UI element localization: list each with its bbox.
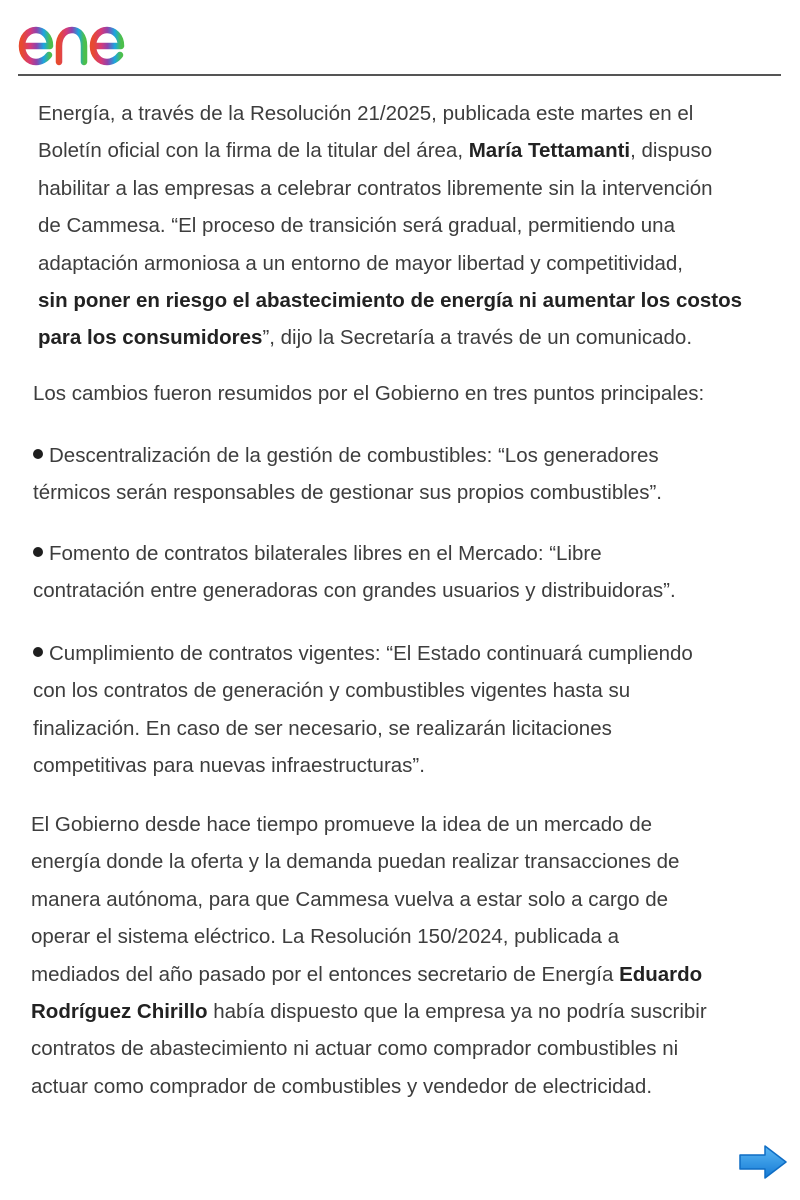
next-page-button[interactable] bbox=[737, 1144, 789, 1180]
text-line bbox=[33, 535, 676, 572]
text-line: actuar como comprador de combustibles y vendedor de electricidad. bbox=[31, 1074, 653, 1098]
bold-quote-segment: para los consumidores bbox=[38, 326, 263, 350]
text-line bbox=[38, 319, 742, 356]
text-line: competitivas para nuevas infraestructuras”. bbox=[33, 754, 425, 778]
bold-name: Rodríguez Chirillo bbox=[31, 1000, 208, 1024]
text-line: térmicos serán responsables de gestionar sus propios combustibles”. bbox=[33, 481, 662, 505]
bullet-icon bbox=[33, 647, 43, 657]
text-line: contratación entre generadoras con grandes usuarios y distribuidoras”. bbox=[33, 579, 676, 603]
bullet-item bbox=[33, 437, 662, 512]
text-line bbox=[31, 993, 707, 1030]
bullet-item bbox=[33, 535, 676, 610]
header bbox=[18, 0, 781, 76]
bullet-item bbox=[33, 635, 693, 785]
text-line: contratos de abastecimiento ni actuar como comprador combustibles ni bbox=[31, 1037, 679, 1061]
text-line bbox=[33, 635, 693, 672]
text-line bbox=[31, 956, 707, 993]
text-line: Energía, a través de la Resolución 21/2025, publicada este martes en el bbox=[38, 102, 694, 125]
text-line bbox=[38, 132, 742, 169]
text-line: finalización. En caso de ser necesario, se realizarán licitaciones bbox=[33, 716, 612, 740]
text-line: habilitar a las empresas a celebrar contratos libremente sin la intervención bbox=[38, 176, 713, 200]
text-line: de Cammesa. “El proceso de transición será gradual, permitiendo una bbox=[38, 214, 675, 238]
text-segment: Boletín oficial con la firma de la titular del área, bbox=[38, 139, 469, 163]
enel-logo[interactable] bbox=[18, 6, 172, 68]
bold-quote-line: sin poner en riesgo el abastecimiento de energía ni aumentar los costos bbox=[38, 289, 743, 313]
bold-name: María Tettamanti bbox=[468, 139, 631, 163]
text-segment: había dispuesto que la empresa ya no podría suscribir bbox=[207, 1000, 707, 1024]
text-segment: Cumplimiento de contratos vigentes: “El Estado continuará cumpliendo bbox=[49, 642, 693, 665]
text-line bbox=[33, 437, 662, 474]
text-line: con los contratos de generación y combustibles vigentes hasta su bbox=[33, 679, 631, 703]
paragraph-intro bbox=[38, 95, 742, 357]
bold-name: Eduardo bbox=[619, 962, 703, 986]
text-line: El Gobierno desde hace tiempo promueve la idea de un mercado de bbox=[31, 813, 653, 836]
text-segment: Descentralización de la gestión de combustibles: “Los generadores bbox=[49, 444, 659, 467]
paragraph-context bbox=[31, 806, 707, 1105]
right-arrow-icon bbox=[737, 1144, 789, 1180]
text-segment: , dispuso bbox=[630, 139, 713, 163]
text-line: energía donde la oferta y la demanda puedan realizar transacciones de bbox=[31, 850, 680, 874]
text-segment: mediados del año pasado por el entonces secretario de Energía bbox=[31, 962, 620, 986]
paragraph-summary: Los cambios fueron resumidos por el Gobierno en tres puntos principales: bbox=[33, 382, 705, 405]
text-line: manera autónoma, para que Cammesa vuelva a estar solo a cargo de bbox=[31, 887, 669, 911]
text-line: operar el sistema eléctrico. La Resolución 150/2024, publicada a bbox=[31, 925, 620, 949]
text-line: adaptación armoniosa a un entorno de mayor libertad y competitividad, bbox=[38, 251, 683, 275]
bullet-icon bbox=[33, 547, 43, 557]
text-segment: Fomento de contratos bilaterales libres en el Mercado: “Libre bbox=[49, 542, 602, 565]
bullet-icon bbox=[33, 449, 43, 459]
text-segment: ”, dijo la Secretaría a través de un comunicado. bbox=[262, 326, 693, 350]
